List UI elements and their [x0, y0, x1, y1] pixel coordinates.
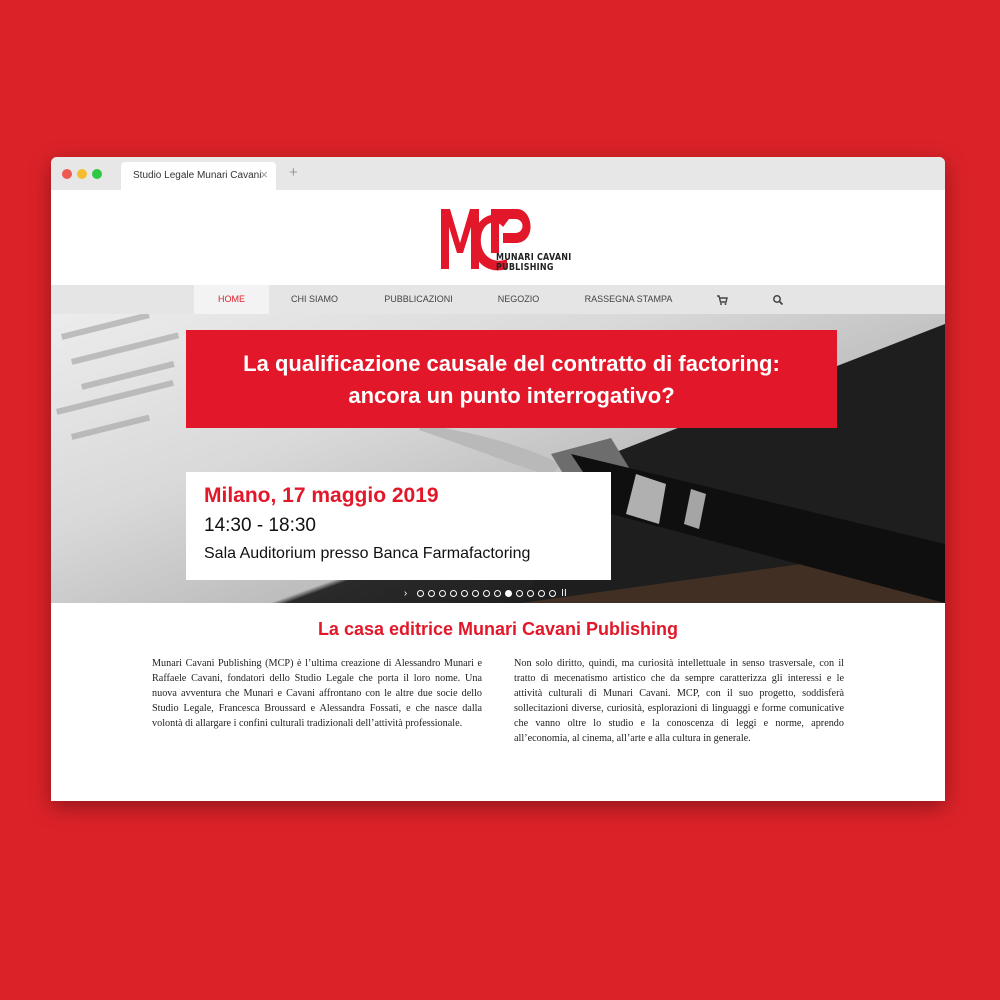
cart-icon[interactable] [716, 294, 728, 306]
nav-item-negozio[interactable]: NEGOZIO [497, 294, 540, 304]
maximize-window-button[interactable] [92, 169, 102, 179]
intro-text-right: Non solo diritto, quindi, ma curiosità intellettuale in senso trasversale, con il tratto di mecenatismo artistico che da sempre caratterizza gli interessi e le attività culturali di Munari Cavani. MCP, con il suo progetto, soddisferà sollecitazioni diverse, curiosità, esplorazioni di linguaggi e forme comunicative che vanno oltre lo studio e la conoscenza di leggi e norme, aprendo all’economia, al cinema, all’arte e alla cultura in generale. [514, 658, 844, 744]
hero-title-line-1: La qualificazione causale del contratto di factoring: [243, 351, 780, 376]
slider-dot[interactable] [549, 590, 556, 597]
hero-venue: Sala Auditorium presso Banca Farmafactoring [204, 545, 531, 562]
tab-close-icon[interactable]: × [260, 167, 268, 182]
nav-item-chi-siamo[interactable]: CHI SIAMO [290, 294, 338, 304]
slider-dot[interactable] [494, 590, 501, 597]
hero-date: Milano, 17 maggio 2019 [204, 484, 439, 507]
minimize-window-button[interactable] [77, 169, 87, 179]
logo-letter-p [491, 209, 531, 253]
hero-title [186, 348, 837, 412]
nav-item-home[interactable]: HOME [194, 285, 269, 314]
browser-window [51, 157, 945, 801]
hero-info-box [186, 472, 611, 580]
main-nav [51, 285, 945, 314]
close-window-button[interactable] [62, 169, 72, 179]
slider-dot[interactable] [417, 590, 424, 597]
logo-line-2: PUBLISHING [496, 262, 554, 273]
intro-text-left: Munari Cavani Publishing (MCP) è l’ultima creazione di Alessandro Munari e Raffaele Cavani, fondatori dello Studio Legale che porta il loro nome. Una nuova avventura che Munari e Cavani affrontano con le altre due socie dello Studio Legale, Francesca Broussard e Alessandra Fossati, e che nasce dalla volontà di allargare i confini culturali tradizionali dell’attività professionale. [152, 658, 482, 729]
hero-time: 14:30 - 18:30 [204, 515, 316, 536]
hero-slider[interactable] [51, 314, 945, 603]
new-tab-icon[interactable]: + [289, 164, 298, 181]
slider-pause-icon[interactable]: II [561, 587, 567, 599]
slider-dot[interactable] [538, 590, 545, 597]
nav-item-rassegna-stampa[interactable]: RASSEGNA STAMPA [584, 294, 673, 304]
hero-title-box[interactable] [186, 330, 837, 428]
site-header [51, 190, 945, 285]
logo-line-1: MUNARI CAVANI [496, 252, 572, 263]
slider-dot[interactable] [472, 590, 479, 597]
browser-titlebar [51, 157, 945, 191]
slider-dot[interactable] [483, 590, 490, 597]
browser-tab[interactable] [121, 162, 276, 191]
slider-dot[interactable] [428, 590, 435, 597]
nav-item-pubblicazioni[interactable]: PUBBLICAZIONI [384, 294, 453, 304]
slider-dot[interactable] [527, 590, 534, 597]
section-title: La casa editrice Munari Cavani Publishing [317, 619, 679, 639]
logo-wordmark [496, 253, 571, 273]
slider-dot[interactable] [439, 590, 446, 597]
slider-dot[interactable] [450, 590, 457, 597]
slider-next-icon[interactable]: › [403, 587, 408, 599]
hero-title-line-2: ancora un punto interrogativo? [348, 383, 675, 408]
slider-dot[interactable] [461, 590, 468, 597]
slider-dot[interactable] [505, 590, 512, 597]
search-icon[interactable] [772, 294, 784, 306]
slider-controls [400, 585, 569, 597]
tab-title: Studio Legale Munari Cavani [133, 170, 262, 181]
slider-dot[interactable] [516, 590, 523, 597]
